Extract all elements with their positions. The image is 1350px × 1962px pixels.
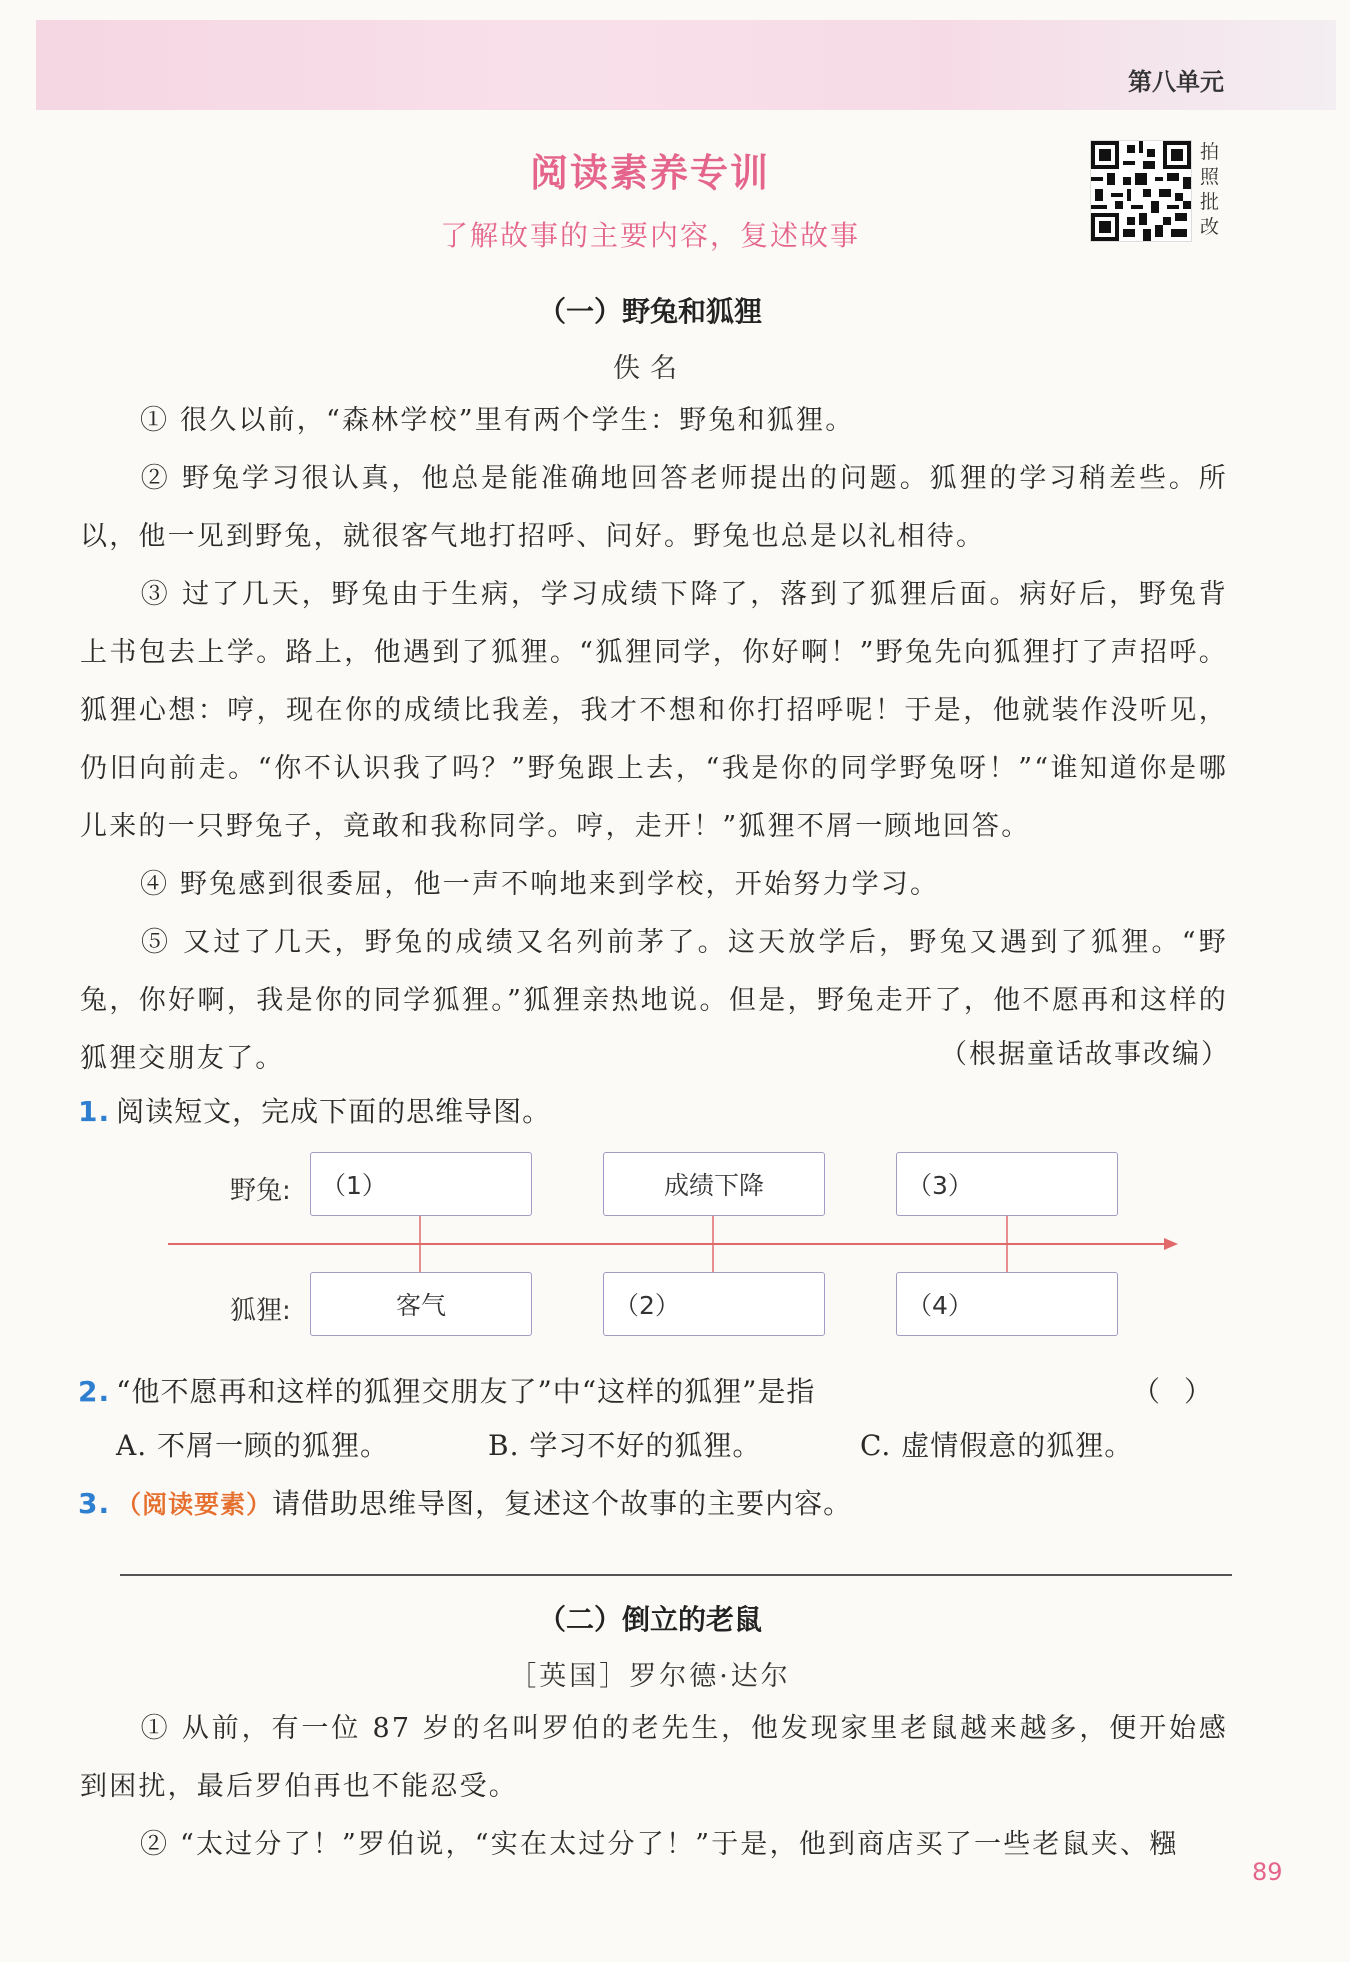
mindmap-box-2[interactable]: （2） [603, 1272, 825, 1336]
mindmap-row-label-fox: 狐狸: [230, 1296, 291, 1326]
mindmap-box-3[interactable]: （3） [896, 1152, 1118, 1216]
mindmap-box-1[interactable]: （1） [310, 1152, 532, 1216]
question-3-number: 3. [78, 1487, 111, 1520]
story1-paragraph-4: ④ 野兔感到很委屈，他一声不响地来到学校，开始努力学习。 [140, 869, 940, 900]
mindmap-row-label-rabbit: 野兔: [230, 1176, 291, 1206]
option-b[interactable]: B. 学习不好的狐狸。 [488, 1429, 762, 1462]
story1-paragraph-3: ③ 过了几天，野兔由于生病，学习成绩下降了，落到了狐狸后面。病好后，野兔背上书包去上学。路上，他遇到了狐狸。“狐狸同学，你好啊！”野兔先向狐狸打了声招呼。狐狸心想：哼，现在你的成绩比我差，我才不想和你打招呼呢！于是，他就装作没听见，仍旧向前走。“你不认识我了吗？”野兔跟上去，“我是你的同学野兔呀！”“谁知道你是哪儿来的一只野兔子，竟敢和我称同学。哼，走开！”狐狸不屑一顾地回答。 [80, 579, 1228, 842]
page-title: 阅读素养专训 [529, 151, 770, 195]
option-a[interactable]: A. 不屑一顾的狐狸。 [116, 1429, 390, 1462]
reading-element-tag: （阅读要素） [116, 1490, 273, 1519]
story1-paragraph-1: ① 很久以前，“森林学校”里有两个学生：野兔和狐狸。 [140, 405, 855, 436]
qr-label: 拍照批改 [1200, 141, 1220, 238]
question-1-number: 1. [78, 1095, 111, 1128]
story1-paragraph-5: ⑤ 又过了几天，野兔的成绩又名列前茅了。这天放学后，野兔又遇到了狐狸。“野兔，你好啊，我是你的同学狐狸。”狐狸亲热地说。但是，野兔走开了，他不愿再和这样的狐狸交朋友了。 [80, 927, 1228, 1074]
question-3: 3. （阅读要素）请借助思维导图，复述这个故事的主要内容。 [78, 1487, 853, 1520]
mindmap-box-polite: 客气 [310, 1272, 532, 1336]
story1-paragraph-2: ② 野兔学习很认真，他总是能准确地回答老师提出的问题。狐狸的学习稍差些。所以，他一见到野兔，就很客气地打招呼、问好。野兔也总是以礼相待。 [80, 463, 1228, 552]
question-2-number: 2. [78, 1375, 111, 1408]
answer-line[interactable] [120, 1574, 1232, 1576]
story1-author: 佚名 [613, 353, 687, 384]
page-number: 89 [1252, 1858, 1283, 1886]
option-c[interactable]: C. 虚情假意的狐狸。 [860, 1429, 1134, 1462]
mindmap-box-grade-drop: 成绩下降 [603, 1152, 825, 1216]
story2-paragraph-1: ① 从前，有一位 87 岁的名叫罗伯的老先生，他发现家里老鼠越来越多，便开始感到困扰，最后罗伯再也不能忍受。 [80, 1713, 1228, 1802]
story1-source: （根据童话故事改编） [940, 1039, 1230, 1070]
answer-blank[interactable]: （） [1132, 1375, 1237, 1408]
question-2: 2. “他不愿再和这样的狐狸交朋友了”中“这样的狐狸”是指 [78, 1375, 816, 1408]
unit-label: 第八单元 [1128, 68, 1224, 96]
story1-title: （一）野兔和狐狸 [537, 295, 762, 328]
story2-author: ［英国］罗尔德·达尔 [509, 1661, 791, 1692]
mindmap-box-4[interactable]: （4） [896, 1272, 1118, 1336]
page-subtitle: 了解故事的主要内容，复述故事 [439, 219, 860, 252]
story2-title: （二）倒立的老鼠 [537, 1603, 762, 1636]
question-1: 1. 阅读短文，完成下面的思维导图。 [78, 1095, 552, 1128]
story2-paragraph-2: ② “太过分了！”罗伯说，“实在太过分了！”于是，他到商店买了一些老鼠夹、糨 [140, 1829, 1179, 1860]
